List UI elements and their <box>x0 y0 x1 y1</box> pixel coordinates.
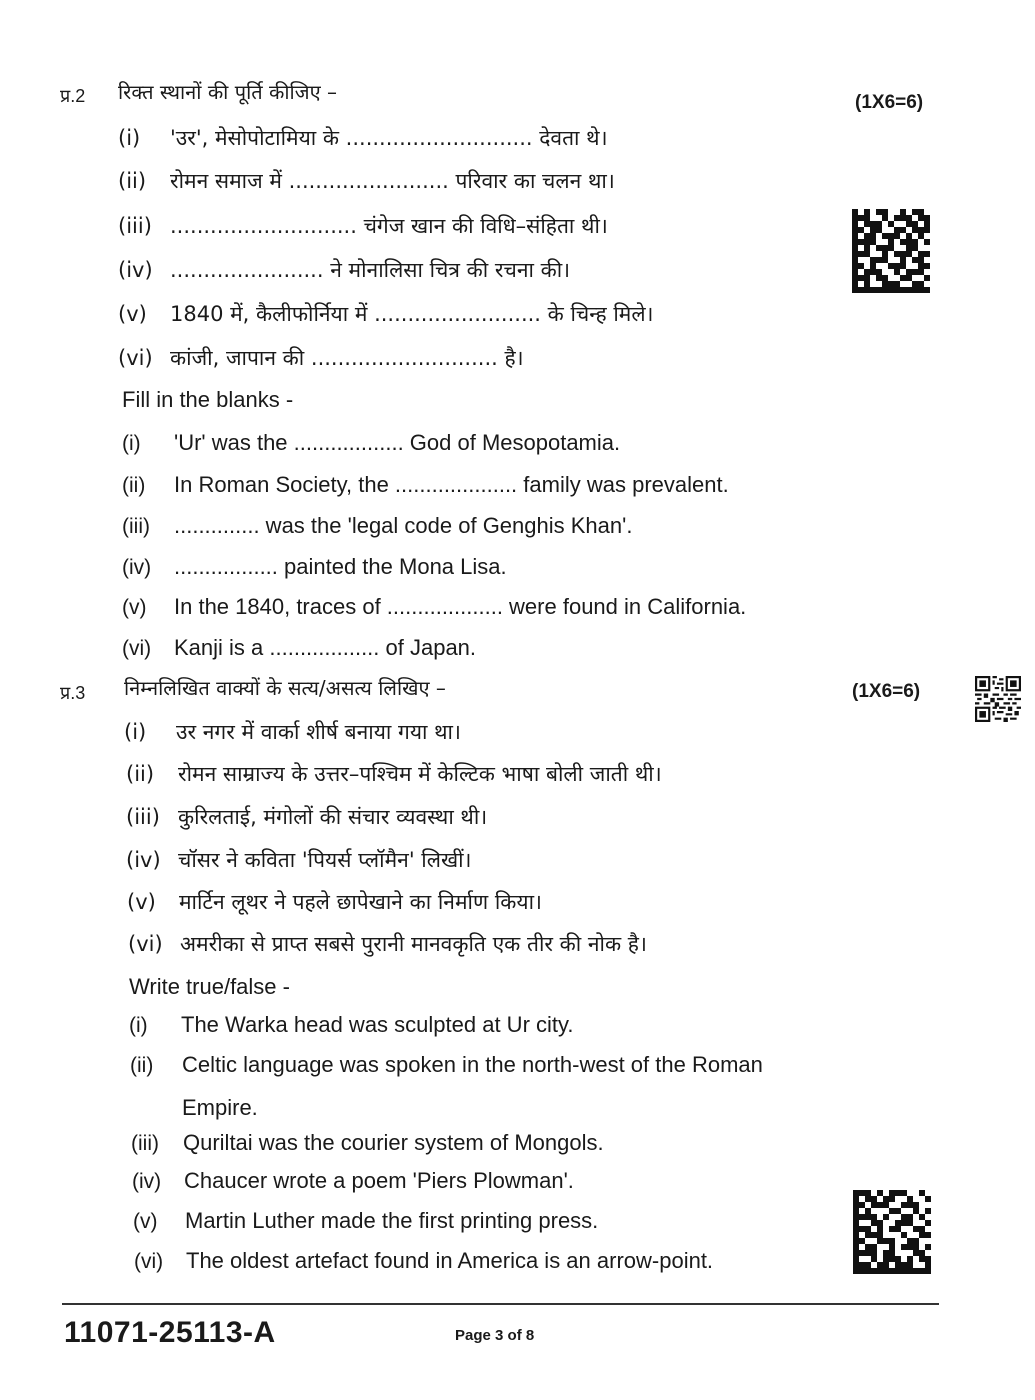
q2-marks: (1X6=6) <box>855 92 924 113</box>
q2-hindi-item: (ii) रोमन समाज में ........................ परिवार का चलन था। <box>118 169 615 193</box>
q2-english-item: (iv) ................. painted the Mona Lisa. <box>122 554 507 579</box>
q3-hindi-item: (i) उर नगर में वार्का शीर्ष बनाया गया था। <box>124 720 461 744</box>
q2-hindi-item: (iv) ....................... ने मोनालिसा चित्र की रचना की। <box>118 258 571 282</box>
q3-english-item: (i) The Warka head was sculpted at Ur city. <box>129 1012 574 1037</box>
q3-hindi-item: (iv) चॉसर ने कविता 'पियर्स प्लॉमैन' लिखीं। <box>126 848 472 872</box>
q2-hindi-item: (v) 1840 में, कैलीफोर्निया में ......................... के चिन्ह मिले। <box>118 302 654 326</box>
q3-english-item: (vi) The oldest artefact found in America is an arrow-point. <box>134 1248 714 1273</box>
q2-english-item: (vi) Kanji is a .................. of Japan. <box>122 635 477 660</box>
q3-heading-hindi: निम्नलिखित वाक्यों के सत्य/असत्य लिखिए – <box>124 676 446 700</box>
q2-hindi-item: (iii) ............................ चंगेज खान की विधि–संहिता थी। <box>118 214 608 238</box>
q2-heading-english: Fill in the blanks - <box>122 387 294 412</box>
q3-hindi-item: (v) मार्टिन लूथर ने पहले छापेखाने का निर्माण किया। <box>127 890 542 914</box>
q2-english-item: (v) In the 1840, traces of ................... were found in California. <box>122 594 747 619</box>
q2-english-item: (iii) .............. was the 'legal code of Genghis Khan'. <box>122 513 633 538</box>
datamatrix-code-icon <box>853 1190 931 1274</box>
page-number: Page 3 of 8 <box>455 1327 535 1344</box>
q3-english-item: (ii) Celtic language was spoken in the north-west of the Roman <box>130 1052 763 1077</box>
q3-english-item-continuation: Empire. <box>182 1095 258 1120</box>
q3-hindi-item: (iii) कुरिलताई, मंगोलों की संचार व्यवस्था थी। <box>126 805 488 829</box>
q3-english-item: (iii) Quriltai was the courier system of Mongols. <box>131 1130 604 1155</box>
paper-code: 11071-25113-A <box>64 1316 276 1349</box>
q3-english-item: (iv) Chaucer wrote a poem 'Piers Plowman'. <box>132 1168 574 1193</box>
q2-hindi-item: (vi) कांजी, जापान की ............................ है। <box>118 346 524 370</box>
q3-english-item: (v) Martin Luther made the first printing press. <box>133 1208 599 1233</box>
qr-code-icon <box>974 676 1022 722</box>
q3-hindi-item: (vi) अमरीका से प्राप्त सबसे पुरानी मानवकृति एक तीर की नोक है। <box>128 932 647 956</box>
footer-divider <box>62 1303 939 1305</box>
q3-number: प्र.3 <box>60 683 86 703</box>
q2-english-item: (i) 'Ur' was the .................. God of Mesopotamia. <box>122 430 621 455</box>
q2-hindi-item: (i) 'उर', मेसोपोटामिया के ............................ देवता थे। <box>118 126 608 150</box>
q3-hindi-item: (ii) रोमन साम्राज्य के उत्तर–पश्चिम में केल्टिक भाषा बोली जाती थी। <box>126 762 662 786</box>
q2-english-item: (ii) In Roman Society, the .................... family was prevalent. <box>122 472 729 497</box>
q2-heading-hindi: रिक्त स्थानों की पूर्ति कीजिए – <box>118 80 337 104</box>
q3-marks: (1X6=6) <box>852 681 921 702</box>
datamatrix-code-icon <box>852 208 930 294</box>
q2-number: प्र.2 <box>60 86 86 106</box>
q3-heading-english: Write true/false - <box>129 974 290 999</box>
